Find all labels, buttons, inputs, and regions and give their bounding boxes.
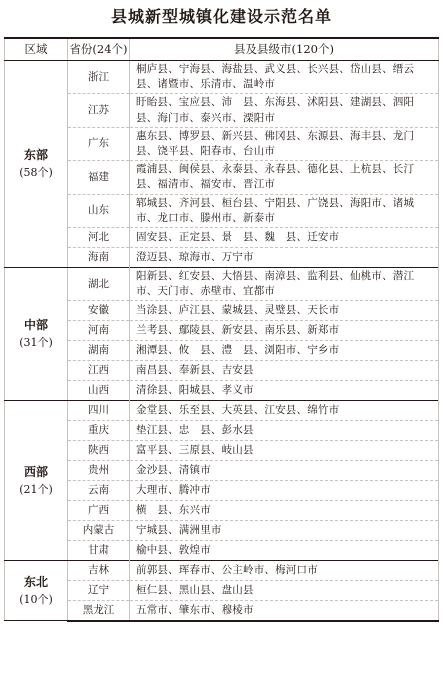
table-row xyxy=(5,341,439,361)
province-cell: 山西 xyxy=(68,381,130,401)
region-count: (10个) xyxy=(19,592,53,606)
province-cell: 湖北 xyxy=(68,268,130,301)
table-row xyxy=(5,421,439,441)
counties-cell: 五常市、肇东市、穆棱市 xyxy=(130,601,439,621)
province-cell: 浙江 xyxy=(68,61,130,94)
table-row xyxy=(5,321,439,341)
counties-cell: 澄迈县、琼海市、万宁市 xyxy=(130,248,439,268)
table-row xyxy=(5,268,439,301)
counties-cell: 阳新县、红安县、大悟县、南漳县、监利县、仙桃市、潜江市、天门市、赤壁市、宜都市 xyxy=(130,268,439,301)
region-name: 东部 xyxy=(23,148,48,163)
province-cell: 辽宁 xyxy=(68,581,130,601)
province-cell: 贵州 xyxy=(68,461,130,481)
table-body xyxy=(5,61,439,621)
region-count: (21个) xyxy=(19,482,53,496)
counties-cell: 湘潭县、攸 县、澧 县、浏阳市、宁乡市 xyxy=(130,341,439,361)
counties-cell: 郓城县、齐河县、桓台县、宁阳县、广饶县、海阳市、诸城市、龙口市、滕州市、新泰市 xyxy=(130,194,439,227)
counties-cell: 富平县、三原县、岐山县 xyxy=(130,441,439,461)
region-count: (58个) xyxy=(19,166,53,180)
counties-cell: 横 县、东兴市 xyxy=(130,501,439,521)
province-cell: 吉林 xyxy=(68,561,130,581)
header-province: 省份(24个) xyxy=(68,38,130,61)
counties-cell: 桐庐县、宁海县、海盐县、武义县、长兴县、岱山县、缙云县、诸暨市、乐清市、温岭市 xyxy=(130,61,439,94)
province-cell: 安徽 xyxy=(68,301,130,321)
province-cell: 山东 xyxy=(68,194,130,227)
counties-cell: 金堂县、乐至县、大英县、江安县、绵竹市 xyxy=(130,401,439,421)
province-cell: 四川 xyxy=(68,401,130,421)
counties-cell: 南昌县、奉新县、吉安县 xyxy=(130,361,439,381)
table-row xyxy=(5,521,439,541)
counties-cell: 霞浦县、闽侯县、永泰县、永春县、德化县、上杭县、长汀县、福清市、福安市、晋江市 xyxy=(130,161,439,194)
table-row xyxy=(5,94,439,127)
province-cell: 广西 xyxy=(68,501,130,521)
table-row xyxy=(5,501,439,521)
table-row xyxy=(5,194,439,227)
table-row xyxy=(5,361,439,381)
province-cell: 陕西 xyxy=(68,441,130,461)
province-cell: 河北 xyxy=(68,228,130,248)
table-row xyxy=(5,61,439,94)
region-cell xyxy=(5,401,68,561)
table-row xyxy=(5,127,439,160)
counties-cell: 大理市、腾冲市 xyxy=(130,481,439,501)
counties-cell: 垫江县、忠 县、彭水县 xyxy=(130,421,439,441)
table-row xyxy=(5,441,439,461)
document-title: 县城新型城镇化建设示范名单 xyxy=(110,7,332,26)
region-cell xyxy=(5,561,68,621)
table-row xyxy=(5,161,439,194)
table-row xyxy=(5,481,439,501)
province-cell: 重庆 xyxy=(68,421,130,441)
table-row xyxy=(5,381,439,401)
province-cell: 江苏 xyxy=(68,94,130,127)
counties-cell: 固安县、正定县、景 县、魏 县、迁安市 xyxy=(130,228,439,248)
region-name: 东北 xyxy=(23,574,48,589)
counties-cell: 惠东县、博罗县、新兴县、佛冈县、东源县、海丰县、龙门县、饶平县、阳春市、台山市 xyxy=(130,127,439,160)
table-header-row xyxy=(5,38,439,61)
counties-cell: 桓仁县、黑山县、盘山县 xyxy=(130,581,439,601)
table-row xyxy=(5,541,439,561)
counties-cell: 当涂县、庐江县、蒙城县、灵璧县、天长市 xyxy=(130,301,439,321)
table-row xyxy=(5,561,439,581)
table-row xyxy=(5,601,439,621)
counties-cell: 榆中县、敦煌市 xyxy=(130,541,439,561)
table-row xyxy=(5,228,439,248)
counties-cell: 清徐县、阳城县、孝义市 xyxy=(130,381,439,401)
header-counties: 县及县级市(120个) xyxy=(130,38,439,61)
table-row xyxy=(5,461,439,481)
counties-cell: 金沙县、清镇市 xyxy=(130,461,439,481)
table-row xyxy=(5,301,439,321)
region-cell xyxy=(5,61,68,268)
counties-cell: 前郭县、珲春市、公主岭市、梅河口市 xyxy=(130,561,439,581)
province-cell: 湖南 xyxy=(68,341,130,361)
table-row xyxy=(5,401,439,421)
province-cell: 云南 xyxy=(68,481,130,501)
counties-cell: 兰考县、鄢陵县、新安县、南乐县、新郑市 xyxy=(130,321,439,341)
region-name: 西部 xyxy=(23,464,48,479)
province-cell: 广东 xyxy=(68,127,130,160)
province-cell: 黑龙江 xyxy=(68,601,130,621)
region-cell xyxy=(5,268,68,401)
region-name: 中部 xyxy=(23,318,48,333)
demonstration-list-table xyxy=(4,37,439,622)
counties-cell: 宁城县、满洲里市 xyxy=(130,521,439,541)
province-cell: 海南 xyxy=(68,248,130,268)
province-cell: 江西 xyxy=(68,361,130,381)
header-region: 区域 xyxy=(5,38,68,61)
province-cell: 福建 xyxy=(68,161,130,194)
province-cell: 甘肃 xyxy=(68,541,130,561)
province-cell: 内蒙古 xyxy=(68,521,130,541)
province-cell: 河南 xyxy=(68,321,130,341)
region-count: (31个) xyxy=(19,336,53,350)
table-row xyxy=(5,248,439,268)
table-row xyxy=(5,581,439,601)
counties-cell: 盱眙县、宝应县、沛 县、东海县、沭阳县、建湖县、泗阳县、海门市、泰兴市、溧阳市 xyxy=(130,94,439,127)
